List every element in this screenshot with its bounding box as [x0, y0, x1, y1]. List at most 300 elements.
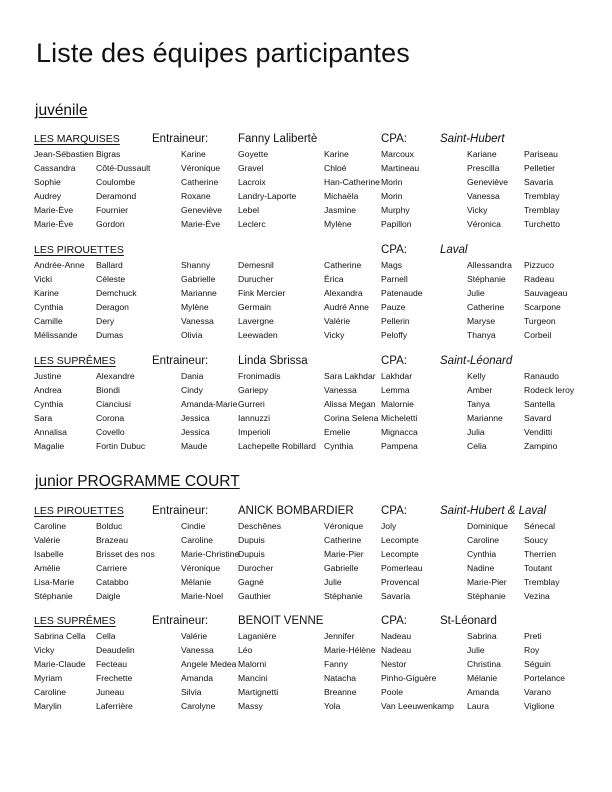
skater-first-name: Vicky — [467, 205, 488, 216]
skater-first-name: Amber — [467, 385, 493, 396]
team-name: LES PIROUETTES — [34, 244, 124, 256]
team-header — [0, 244, 612, 260]
skater-first-name: Dania — [181, 371, 204, 381]
page-title: Liste des équipes participantes — [36, 38, 410, 68]
skater-first-name: Kariane — [467, 149, 497, 159]
skater-first-name: Angele Medea — [181, 659, 237, 670]
skater-last-name: Soucy — [524, 535, 548, 546]
skater-last-name: Corbeil — [524, 330, 552, 341]
skater-first-name: Caroline — [467, 535, 500, 546]
coach-name: ANICK BOMBARDIER — [238, 505, 354, 517]
skater-first-name: Amanda — [181, 673, 214, 684]
skater-last-name: Marcoux — [381, 149, 414, 159]
club-name: Saint-Léonard — [440, 355, 513, 367]
skater-row — [0, 163, 612, 177]
skater-row — [0, 521, 612, 535]
skater-last-name: Santella — [524, 399, 556, 410]
team-name: LES PIROUETTES — [34, 505, 124, 517]
skater-first-name: Mélanie — [181, 577, 212, 588]
skater-row — [0, 427, 612, 441]
skater-last-name: Lecompte — [381, 549, 419, 560]
skater-last-name: Fronimadis — [238, 371, 281, 381]
skater-row — [0, 385, 612, 399]
skater-first-name: Cynthia — [34, 399, 64, 410]
team-block-junior-supremes — [0, 615, 612, 725]
skater-last-name: Gurreri — [238, 399, 265, 410]
skater-row — [0, 149, 612, 163]
club-name: St-Léonard — [440, 615, 497, 627]
skater-first-name: Shanny — [181, 260, 211, 270]
skater-last-name: Parnell — [381, 274, 408, 285]
skater-first-name: Amélie — [34, 563, 61, 574]
skater-first-name: Carolyne — [181, 701, 216, 712]
skater-first-name: Maude — [181, 441, 208, 452]
skater-first-name: Catherine — [324, 260, 362, 270]
skater-last-name: Deaudelin — [96, 645, 135, 656]
team-name: LES SUPRÊMES — [34, 355, 116, 367]
skater-row — [0, 302, 612, 316]
skater-last-name: Fortin Dubuc — [96, 441, 146, 452]
skater-first-name: Stéphanie — [324, 591, 363, 602]
skater-last-name: Preti — [524, 631, 542, 641]
skater-first-name: Celia — [467, 441, 487, 452]
skater-first-name: Caroline — [34, 521, 67, 531]
skater-last-name: Imperioli — [238, 427, 271, 438]
skater-first-name: Véronique — [181, 563, 221, 574]
skater-first-name: Dominique — [467, 521, 509, 531]
skater-first-name: Thanya — [467, 330, 496, 341]
skater-last-name: Goyette — [238, 149, 269, 159]
skater-first-name: Vanessa — [324, 385, 357, 396]
skater-last-name: Fournier — [96, 205, 128, 216]
cpa-label: CPA: — [381, 355, 407, 367]
skater-first-name: Marie-Christine — [181, 549, 240, 560]
skater-last-name: Léo — [238, 645, 253, 656]
skater-last-name: Patenaude — [381, 288, 423, 299]
skater-first-name: Vicky — [34, 645, 55, 656]
skater-last-name: Coulombe — [96, 177, 136, 188]
skater-first-name: Marie-Pier — [324, 549, 364, 560]
skater-last-name: Pariseau — [524, 149, 558, 159]
skater-row — [0, 687, 612, 701]
skater-row — [0, 371, 612, 385]
skater-last-name: Daigle — [96, 591, 121, 602]
skater-first-name: Valérie — [34, 535, 61, 546]
skater-first-name: Chloé — [324, 163, 347, 174]
skater-last-name: Lebel — [238, 205, 260, 216]
skater-first-name: Nadine — [467, 563, 495, 574]
skater-first-name: Stéphanie — [34, 591, 73, 602]
skater-row — [0, 274, 612, 288]
skater-first-name: Vanessa — [181, 645, 214, 656]
team-name: LES MARQUISES — [34, 133, 120, 145]
skater-last-name: Varano — [524, 687, 552, 698]
skater-row — [0, 177, 612, 191]
skater-last-name: Laferrière — [96, 701, 133, 712]
coach-name: Linda Sbrissa — [238, 355, 308, 367]
skater-last-name: Pomerleau — [381, 563, 423, 574]
skater-first-name: Sophie — [34, 177, 61, 188]
skater-first-name: Vicky — [324, 330, 345, 341]
skater-first-name: Geneviève — [467, 177, 509, 188]
team-header — [0, 505, 612, 521]
skater-first-name: Sara Lakhdar — [324, 371, 376, 381]
skater-first-name: Jessica — [181, 413, 210, 424]
skater-first-name: Annalisa — [34, 427, 67, 438]
skater-last-name: Lemma — [381, 385, 410, 396]
skater-first-name: Caroline — [181, 535, 214, 546]
skater-first-name: Cynthia — [467, 549, 497, 560]
skater-first-name: Kelly — [467, 371, 486, 381]
skater-last-name: Leclerc — [238, 219, 266, 230]
skater-last-name: Dumas — [96, 330, 124, 341]
skater-last-name: Gagné — [238, 577, 264, 588]
skater-last-name: Turchetto — [524, 219, 560, 230]
skater-list — [0, 149, 612, 234]
cpa-label: CPA: — [381, 505, 407, 517]
skater-row — [0, 535, 612, 549]
skater-row — [0, 288, 612, 302]
cpa-label: CPA: — [381, 133, 407, 145]
skater-last-name: Brazeau — [96, 535, 129, 546]
skater-first-name: Tanya — [467, 399, 490, 410]
skater-first-name: Breanne — [324, 687, 357, 698]
skater-row — [0, 191, 612, 205]
skater-last-name: Bigras — [96, 149, 121, 159]
skater-last-name: Savaria — [524, 177, 554, 188]
coach-label: Entraineur: — [152, 133, 209, 145]
skater-last-name: Gauthier — [238, 591, 271, 602]
skater-last-name: Micheletti — [381, 413, 418, 424]
skater-first-name: Mylène — [181, 302, 209, 313]
skater-last-name: Biondi — [96, 385, 120, 396]
skater-first-name: Alissa Megan — [324, 399, 376, 410]
skater-list — [0, 521, 612, 606]
skater-last-name: Toutant — [524, 563, 553, 574]
skater-first-name: Geneviève — [181, 205, 223, 216]
skater-last-name: Nadeau — [381, 631, 412, 641]
skater-last-name: Catabbo — [96, 577, 129, 588]
skater-last-name: Lacroix — [238, 177, 266, 188]
club-name: Saint-Hubert — [440, 133, 505, 145]
skater-first-name: Christina — [467, 659, 501, 670]
skater-last-name: Côté-Dussault — [96, 163, 151, 174]
category-heading-junior: junior PROGRAMME COURT — [35, 473, 240, 490]
skater-first-name: Vicki — [34, 274, 52, 285]
skater-first-name: Audré Anne — [324, 302, 369, 313]
skater-row — [0, 645, 612, 659]
coach-name: BENOIT VENNE — [238, 615, 324, 627]
skater-list — [0, 260, 612, 345]
skater-last-name: Pinho-Giguère — [381, 673, 437, 684]
team-block-juvenile-marquises — [0, 133, 612, 243]
cpa-label: CPA: — [381, 615, 407, 627]
skater-last-name: Deschênes — [238, 521, 281, 531]
team-header — [0, 615, 612, 631]
skater-first-name: Véronique — [181, 163, 221, 174]
skater-last-name: Malorni — [238, 659, 267, 670]
skater-first-name: Caroline — [34, 687, 67, 698]
skater-first-name: Gabrielle — [324, 563, 359, 574]
skater-last-name: Malornie — [381, 399, 414, 410]
skater-first-name: Sara — [34, 413, 53, 424]
skater-last-name: Laganière — [238, 631, 277, 641]
skater-first-name: Andrea — [34, 385, 62, 396]
skater-last-name: Ranaudo — [524, 371, 559, 381]
skater-first-name: Julie — [467, 288, 485, 299]
skater-first-name: Laura — [467, 701, 489, 712]
club-name: Laval — [440, 244, 468, 256]
skater-first-name: Vanessa — [467, 191, 500, 202]
skater-last-name: Nestor — [381, 659, 407, 670]
skater-last-name: Céleste — [96, 274, 126, 285]
skater-row — [0, 399, 612, 413]
skater-last-name: Corona — [96, 413, 125, 424]
skater-last-name: Gariepy — [238, 385, 269, 396]
skater-first-name: Catherine — [324, 535, 362, 546]
skater-last-name: Mignacca — [381, 427, 418, 438]
skater-row — [0, 591, 612, 605]
skater-row — [0, 701, 612, 715]
skater-last-name: Sauvageau — [524, 288, 568, 299]
skater-last-name: Papillon — [381, 219, 412, 230]
skater-row — [0, 205, 612, 219]
skater-last-name: Frechette — [96, 673, 133, 684]
skater-first-name: Véronica — [467, 219, 501, 230]
skater-last-name: Martignetti — [238, 687, 279, 698]
skater-first-name: Cynthia — [324, 441, 354, 452]
skater-first-name: Emelie — [324, 427, 351, 438]
skater-first-name: Marie-Pier — [467, 577, 507, 588]
skater-first-name: Mylène — [324, 219, 352, 230]
skater-first-name: Andrée-Anne — [34, 260, 85, 270]
skater-first-name: Marianne — [181, 288, 217, 299]
skater-first-name: Jean-Sébastien — [34, 149, 94, 159]
skater-last-name: Provencal — [381, 577, 420, 588]
skater-first-name: Marie-Ève — [34, 219, 74, 230]
skater-last-name: Brisset des nos — [96, 549, 155, 560]
skater-last-name: Lavergne — [238, 316, 274, 327]
skater-row — [0, 549, 612, 563]
skater-last-name: Mags — [381, 260, 403, 270]
skater-last-name: Morin — [381, 177, 403, 188]
skater-first-name: Mélissande — [34, 330, 78, 341]
skater-first-name: Cynthia — [34, 302, 64, 313]
skater-first-name: Audrey — [34, 191, 62, 202]
skater-last-name: Tremblay — [524, 191, 560, 202]
skater-last-name: Pauze — [381, 302, 406, 313]
skater-last-name: Lachepelle Robillard — [238, 441, 316, 452]
skater-first-name: Sabrina Cella — [34, 631, 86, 641]
team-header — [0, 133, 612, 149]
skater-last-name: Savaria — [381, 591, 411, 602]
skater-last-name: Sénecal — [524, 521, 556, 531]
coach-label: Entraineur: — [152, 355, 209, 367]
skater-list — [0, 371, 612, 456]
skater-row — [0, 659, 612, 673]
skater-last-name: Deramond — [96, 191, 137, 202]
skater-first-name: Stéphanie — [467, 591, 506, 602]
skater-last-name: Venditti — [524, 427, 553, 438]
skater-last-name: Rodeck leroy — [524, 385, 575, 396]
skater-last-name: Viglione — [524, 701, 555, 712]
skater-last-name: Pelletier — [524, 163, 556, 174]
skater-last-name: Séguin — [524, 659, 551, 670]
skater-row — [0, 441, 612, 455]
skater-first-name: Catherine — [467, 302, 505, 313]
skater-last-name: Germain — [238, 302, 271, 313]
skater-first-name: Karine — [34, 288, 59, 299]
skater-row — [0, 316, 612, 330]
skater-last-name: Dupuis — [238, 549, 265, 560]
skater-last-name: Dery — [96, 316, 115, 327]
skater-last-name: Gravel — [238, 163, 264, 174]
skater-first-name: Maryse — [467, 316, 496, 327]
skater-last-name: Pizzuco — [524, 260, 555, 270]
team-block-junior-pirouettes — [0, 505, 612, 615]
skater-first-name: Gabrielle — [181, 274, 216, 285]
skater-last-name: Therrien — [524, 549, 556, 560]
coach-label: Entraineur: — [152, 505, 209, 517]
skater-row — [0, 577, 612, 591]
skater-first-name: Karine — [181, 149, 206, 159]
skater-last-name: Massy — [238, 701, 263, 712]
skater-last-name: Carriere — [96, 563, 128, 574]
skater-last-name: Deragon — [96, 302, 129, 313]
skater-last-name: Covello — [96, 427, 125, 438]
skater-last-name: Juneau — [96, 687, 125, 698]
skater-last-name: Turgeon — [524, 316, 556, 327]
skater-last-name: Murphy — [381, 205, 410, 216]
skater-list — [0, 631, 612, 716]
skater-first-name: Myriam — [34, 673, 63, 684]
skater-first-name: Amanda — [467, 687, 500, 698]
skater-row — [0, 631, 612, 645]
skater-row — [0, 563, 612, 577]
skater-last-name: Demesnil — [238, 260, 274, 270]
skater-first-name: Sabrina — [467, 631, 497, 641]
skater-last-name: Poole — [381, 687, 403, 698]
skater-last-name: Joly — [381, 521, 397, 531]
skater-last-name: Van Leeuwenkamp — [381, 701, 454, 712]
skater-last-name: Cella — [96, 631, 116, 641]
skater-first-name: Roxane — [181, 191, 211, 202]
skater-last-name: Gordon — [96, 219, 125, 230]
skater-last-name: Radeau — [524, 274, 555, 285]
skater-last-name: Portelance — [524, 673, 566, 684]
skater-first-name: Isabelle — [34, 549, 64, 560]
skater-first-name: Camille — [34, 316, 63, 327]
skater-first-name: Silvia — [181, 687, 202, 698]
skater-last-name: Cianciusi — [96, 399, 131, 410]
skater-first-name: Cindy — [181, 385, 203, 396]
skater-last-name: Mancini — [238, 673, 268, 684]
skater-row — [0, 219, 612, 233]
skater-last-name: Iannuzzi — [238, 413, 271, 424]
skater-last-name: Durucher — [238, 274, 274, 285]
skater-first-name: Prescilla — [467, 163, 500, 174]
skater-last-name: Morin — [381, 191, 403, 202]
skater-first-name: Marianne — [467, 413, 503, 424]
skater-last-name: Peloffy — [381, 330, 408, 341]
skater-last-name: Fecteau — [96, 659, 128, 670]
skater-first-name: Justine — [34, 371, 62, 381]
skater-first-name: Marie-Noel — [181, 591, 224, 602]
skater-first-name: Érica — [324, 274, 344, 285]
skater-first-name: Karine — [324, 149, 349, 159]
skater-first-name: Amanda-Marie — [181, 399, 238, 410]
cpa-label: CPA: — [381, 244, 407, 256]
skater-first-name: Allessandra — [467, 260, 512, 270]
skater-last-name: Roy — [524, 645, 540, 656]
skater-first-name: Julie — [324, 577, 342, 588]
skater-first-name: Olivia — [181, 330, 203, 341]
skater-first-name: Mélanie — [467, 673, 498, 684]
skater-first-name: Yola — [324, 701, 341, 712]
skater-last-name: Ballard — [96, 260, 123, 270]
skater-first-name: Julia — [467, 427, 485, 438]
skater-first-name: Lisa-Marie — [34, 577, 75, 588]
skater-first-name: Cindie — [181, 521, 206, 531]
skater-first-name: Cassandra — [34, 163, 76, 174]
skater-first-name: Catherine — [181, 177, 219, 188]
skater-last-name: Demchuck — [96, 288, 137, 299]
skater-last-name: Pellerin — [381, 316, 410, 327]
skater-row — [0, 413, 612, 427]
skater-first-name: Marylin — [34, 701, 62, 712]
skater-last-name: Vezina — [524, 591, 550, 602]
skater-last-name: Pampena — [381, 441, 418, 452]
category-heading-juvenile: juvénile — [35, 102, 88, 119]
skater-first-name: Marie-Hélène — [324, 645, 376, 656]
skater-first-name: Jessica — [181, 427, 210, 438]
skater-last-name: Lecompte — [381, 535, 419, 546]
skater-row — [0, 260, 612, 274]
skater-first-name: Jasmine — [324, 205, 356, 216]
skater-row — [0, 330, 612, 344]
skater-last-name: Dupuis — [238, 535, 265, 546]
skater-first-name: Jennifer — [324, 631, 355, 641]
team-header — [0, 355, 612, 371]
skater-last-name: Tremblay — [524, 205, 560, 216]
skater-last-name: Tremblay — [524, 577, 560, 588]
skater-first-name: Véronique — [324, 521, 364, 531]
skater-first-name: Natacha — [324, 673, 357, 684]
coach-label: Entraineur: — [152, 615, 209, 627]
skater-first-name: Corina Selena — [324, 413, 379, 424]
skater-last-name: Nadeau — [381, 645, 412, 656]
skater-last-name: Durocher — [238, 563, 274, 574]
skater-first-name: Marie-Ève — [181, 219, 221, 230]
skater-first-name: Han-Catherine — [324, 177, 380, 188]
skater-first-name: Marie-Claude — [34, 659, 86, 670]
skater-first-name: Julie — [467, 645, 485, 656]
skater-first-name: Vanessa — [181, 316, 214, 327]
skater-row — [0, 673, 612, 687]
club-name: Saint-Hubert & Laval — [440, 505, 547, 517]
skater-first-name: Alexandra — [324, 288, 363, 299]
skater-last-name: Fink Mercier — [238, 288, 286, 299]
skater-first-name: Fanny — [324, 659, 348, 670]
skater-first-name: Stéphanie — [467, 274, 506, 285]
skater-first-name: Marie-Ève — [34, 205, 74, 216]
skater-first-name: Valérie — [181, 631, 208, 641]
skater-first-name: Valérie — [324, 316, 351, 327]
skater-last-name: Leewaden — [238, 330, 278, 341]
team-block-juvenile-supremes — [0, 355, 612, 465]
skater-first-name: Michaëla — [324, 191, 359, 202]
skater-last-name: Alexandre — [96, 371, 135, 381]
